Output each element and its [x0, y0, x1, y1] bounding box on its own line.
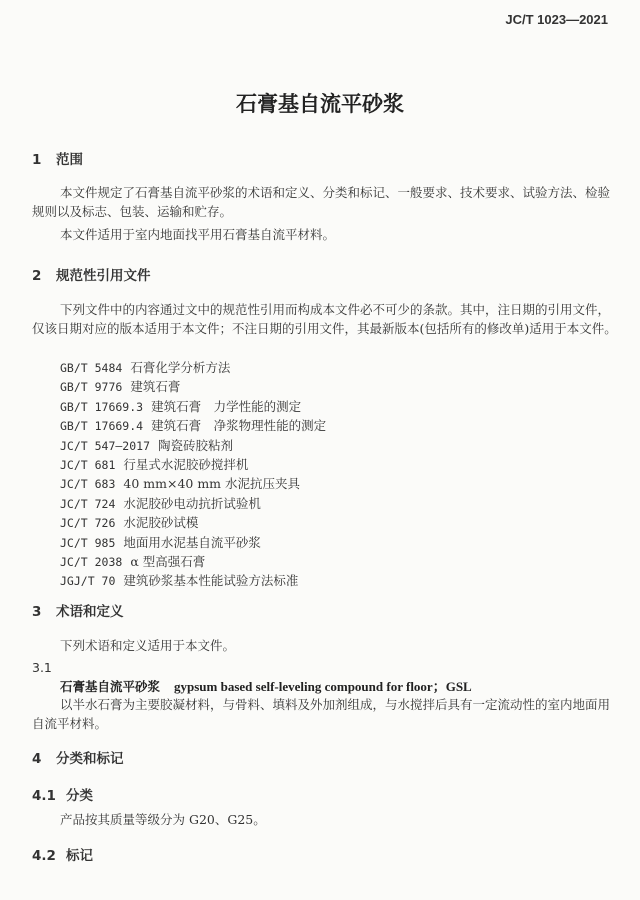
term-definition: 以半水石膏为主要胶凝材料，与骨料、填料及外加剂组成，与水搅拌后具有一定流动性的室内地面用自流平材料。: [32, 697, 611, 731]
reference-code: JC/T 683: [60, 477, 116, 492]
reference-name: 陶瓷砖胶粘剂: [158, 437, 234, 453]
subsection-number: 4.1: [32, 788, 56, 804]
section-2-heading: [32, 264, 151, 284]
reference-list: [60, 358, 326, 591]
reference-code: GB/T 17669.3: [60, 399, 144, 414]
subsection-number: 4.2: [32, 848, 56, 864]
section-1-heading: [32, 148, 83, 168]
section-3-heading: [32, 600, 124, 620]
reference-name: 地面用水泥基自流平砂浆: [123, 534, 261, 550]
reference-item: [60, 416, 326, 435]
reference-item: [60, 377, 326, 396]
section-number: 1: [32, 152, 42, 168]
reference-name: 行星式水泥胶砂搅拌机: [123, 456, 249, 472]
section-title: 范围: [56, 152, 83, 168]
terms-intro: 下列术语和定义适用于本文件。: [60, 638, 236, 653]
reference-code: JC/T 681: [60, 457, 116, 472]
reference-item: [60, 494, 326, 513]
reference-item: [60, 552, 326, 571]
reference-name: 石膏化学分析方法: [130, 360, 231, 375]
reference-item: [60, 513, 326, 532]
reference-name: 建筑石膏 力学性能的测定: [151, 398, 302, 414]
reference-code: JC/T 985: [60, 535, 116, 550]
reference-code: JC/T 726: [60, 516, 116, 531]
reference-code: JC/T 2038: [60, 554, 123, 569]
subsection-title: 标记: [66, 848, 93, 864]
reference-item: [60, 533, 326, 552]
reference-code: GB/T 9776: [60, 380, 123, 395]
reference-item: [60, 436, 326, 455]
scope-paragraph-2: 本文件适用于室内地面找平用石膏基自流平材料。: [60, 227, 336, 242]
reference-name: 建筑石膏: [130, 379, 181, 395]
reference-code: JC/T 547—2017: [60, 438, 151, 453]
classification-text: 产品按其质量等级分为 G20、G25。: [60, 812, 266, 827]
standard-code: JC/T 1023—2021: [505, 12, 608, 27]
term-english: gypsum based self-leveling compound for floor；GSL: [174, 679, 472, 694]
reference-name: 水泥胶砂电动抗折试验机: [123, 495, 261, 511]
reference-item: [60, 474, 326, 493]
term-heading: [60, 676, 472, 695]
reference-item: [60, 455, 326, 474]
reference-name: 水泥胶砂试模: [123, 515, 199, 531]
reference-code: JC/T 724: [60, 496, 116, 511]
reference-name: α 型高强石膏: [130, 553, 206, 569]
subsection-4-1-heading: [32, 784, 93, 804]
scope-paragraph-1: 本文件规定了石膏基自流平砂浆的术语和定义、分类和标记、一般要求、技术要求、试验方法、检验规则以及标志、包装、运输和贮存。: [32, 185, 611, 219]
reference-code: GB/T 17669.4: [60, 419, 144, 434]
document-title: 石膏基自流平砂浆: [236, 92, 404, 116]
term-chinese: 石膏基自流平砂浆: [60, 679, 161, 694]
reference-name: 建筑石膏 净浆物理性能的测定: [151, 418, 327, 434]
term-number: 3.1: [32, 660, 52, 675]
section-number: 2: [32, 268, 42, 284]
normative-refs-intro: 下列文件中的内容通过文中的规范性引用而构成本文件必不可少的条款。其中，注日期的引用文件，仅该日期对应的版本适用于本文件；不注日期的引用文件，其最新版本(包括所有的修改单)适用于本文件。: [32, 302, 617, 336]
section-number: 4: [32, 751, 42, 767]
section-title: 分类和标记: [56, 751, 124, 767]
reference-item: [60, 571, 326, 590]
section-4-heading: [32, 747, 124, 767]
reference-code: JGJ/T 70: [60, 574, 116, 589]
subsection-title: 分类: [66, 788, 93, 804]
section-number: 3: [32, 604, 42, 620]
reference-name: 建筑砂浆基本性能试验方法标准: [123, 573, 299, 589]
reference-item: [60, 397, 326, 416]
reference-item: [60, 358, 326, 377]
reference-code: GB/T 5484: [60, 361, 123, 375]
reference-name: 40 mm×40 mm 水泥抗压夹具: [123, 476, 301, 492]
section-title: 规范性引用文件: [56, 268, 151, 284]
section-title: 术语和定义: [56, 604, 124, 620]
subsection-4-2-heading: [32, 844, 93, 864]
